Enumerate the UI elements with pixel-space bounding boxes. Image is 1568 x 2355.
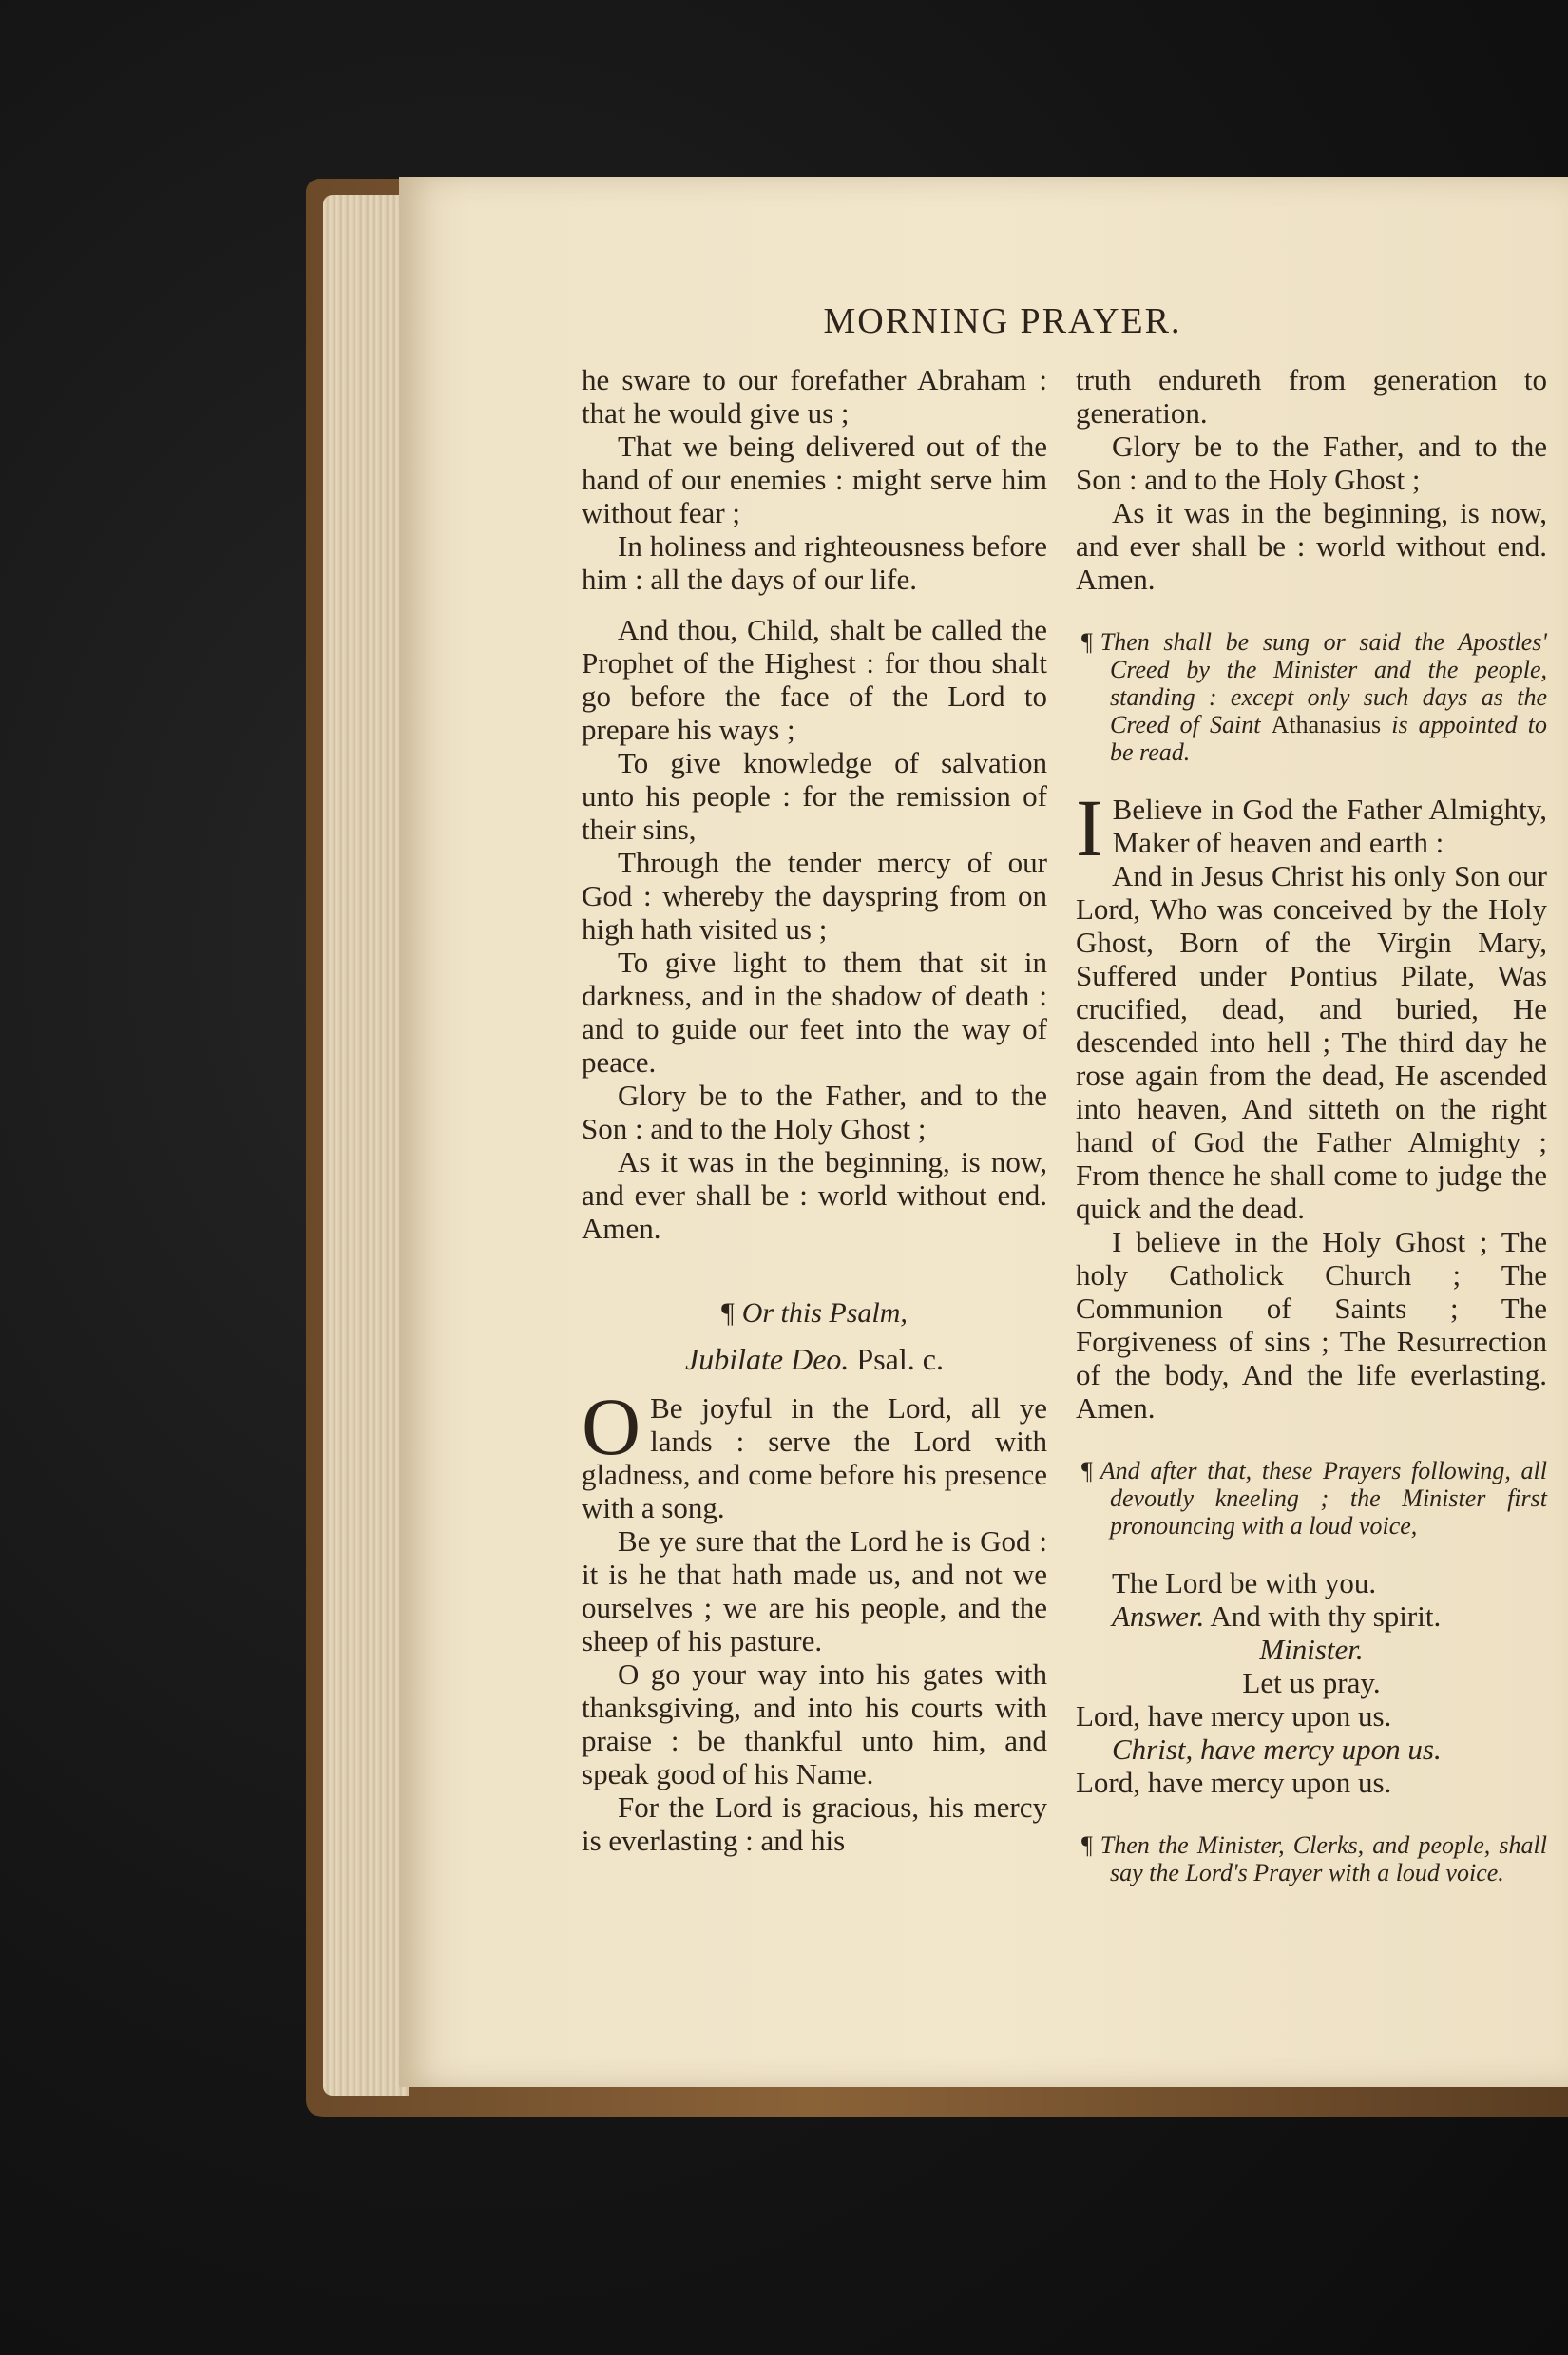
drop-cap: O	[582, 1381, 641, 1472]
rubric-lords-prayer	[1076, 1831, 1547, 1886]
paragraph: And thou, Child, shalt be called the Prophet of the Highest : for thou shalt go before the face of the Lord to prepare his ways ;	[582, 613, 1047, 746]
paragraph: In holiness and righteousness before him : all the days of our life.	[582, 529, 1047, 596]
paragraph: As it was in the beginning, is now, and ever shall be : world without end. Amen.	[582, 1145, 1047, 1245]
psalm-heading	[582, 1296, 1047, 1330]
paragraph: For the Lord is gracious, his mercy is everlasting : and his	[582, 1790, 1047, 1857]
page-edges	[323, 195, 409, 2096]
paragraph: O go your way into his gates with thanksgiving, and into his courts with praise : be thankful unto him, and speak good of his Name.	[582, 1657, 1047, 1790]
psalm-title	[582, 1343, 1047, 1376]
versicle: The Lord be with you.	[1112, 1566, 1377, 1599]
kyrie-line: Lord, have mercy upon us.	[1076, 1766, 1392, 1799]
pilcrow-mark: ¶	[1081, 1831, 1093, 1859]
running-header: MORNING PRAYER.	[823, 301, 1182, 341]
paragraph: Through the tender mercy of our God : whereby the dayspring from on high hath visited us ;	[582, 846, 1047, 946]
kyrie-line: Lord, have mercy upon us.	[1076, 1699, 1392, 1733]
paragraph: Glory be to the Father, and to the Son : and to the Holy Ghost ;	[1076, 430, 1547, 496]
paragraph: To give light to them that sit in darkness, and in the shadow of death : and to guide our feet into the way of peace.	[582, 946, 1047, 1079]
psalm-heading-text: Or this Psalm,	[741, 1297, 908, 1329]
pilcrow-mark: ¶	[1081, 1457, 1093, 1484]
drop-cap: I	[1076, 782, 1103, 873]
paragraph: I believe in the Holy Ghost ; The holy Catholick Church ; The Communion of Saints ; The Forgiveness of sins ; The Resurrection of the body, And the life everlasting. Amen.	[1076, 1225, 1547, 1425]
paragraph: Glory be to the Father, and to the Son : and to the Holy Ghost ;	[582, 1079, 1047, 1145]
answer-label: Answer.	[1112, 1599, 1205, 1633]
paragraph: That we being delivered out of the hand of our enemies : might serve him without fear ;	[582, 430, 1047, 529]
pilcrow-mark: ¶	[721, 1297, 735, 1329]
rubric-text: Then the Minister, Clerks, and people, shall say the Lord's Prayer with a loud voice.	[1100, 1831, 1547, 1886]
page-content	[399, 177, 1568, 2087]
paragraph: Be ye sure that the Lord he is God : it is he that hath made us, and not we ourselves ; we are his people, and the sheep of his pasture.	[582, 1524, 1047, 1657]
pilcrow-mark: ¶	[1081, 628, 1093, 656]
paragraph: truth endureth from generation to generation.	[1076, 363, 1547, 430]
minister-label: Minister.	[1259, 1633, 1364, 1666]
rubric-text: Then shall be sung or said the Apostles' Creed by the Minister and the people, standing : except only such days as the Creed of Saint	[1100, 628, 1547, 738]
paragraph: And in Jesus Christ his only Son our Lord, Who was conceived by the Holy Ghost, Born of the Virgin Mary, Suffered under Pontius Pilate, Was crucified, dead, and buried, He descended into hell ; The third day he rose again from the dead, He ascended into heaven, And sitteth on the right hand of God the Father Almighty ; From thence he shall come to judge the quick and the dead.	[1076, 859, 1547, 1225]
paragraph: he sware to our forefather Abraham : that he would give us ;	[582, 363, 1047, 430]
rubric-roman-text: Athanasius	[1271, 711, 1382, 738]
response	[1076, 1599, 1547, 1633]
right-column	[1076, 363, 1547, 1913]
psalm-first-verse	[582, 1381, 1047, 1524]
rubric-text: And after that, these Prayers following, all devoutly kneeling ; the Minister first pronouncing with a loud voice,	[1100, 1457, 1547, 1540]
answer-text: And with thy spirit.	[1204, 1599, 1442, 1633]
rubric-text: is appointed to be read.	[1110, 711, 1547, 766]
let-us-pray: Let us pray.	[1242, 1666, 1381, 1699]
book-page	[399, 177, 1568, 2087]
psalm-reference: Psal. c.	[856, 1342, 944, 1376]
rubric-creed	[1076, 628, 1547, 766]
left-column	[582, 363, 1047, 1857]
creed-first-line	[1076, 782, 1547, 873]
creed-first-text: Believe in God the Father Almighty, Maker of heaven and earth :	[1112, 793, 1547, 859]
psalm-name: Jubilate Deo.	[685, 1342, 850, 1376]
kyrie-line: Christ, have mercy upon us.	[1112, 1733, 1442, 1766]
paragraph: As it was in the beginning, is now, and ever shall be : world without end. Amen.	[1076, 496, 1547, 596]
paragraph: To give knowledge of salvation unto his people : for the remission of their sins,	[582, 746, 1047, 846]
rubric-prayers	[1076, 1457, 1547, 1540]
psalm-first-text: Be joyful in the Lord, all ye lands : serve the Lord with gladness, and come before his presence with a song.	[582, 1391, 1047, 1524]
